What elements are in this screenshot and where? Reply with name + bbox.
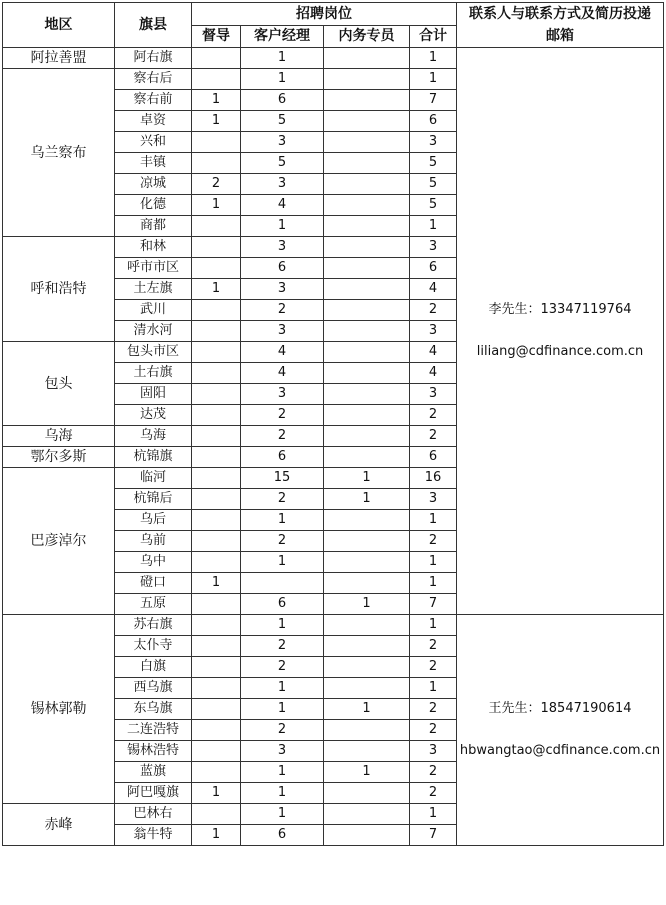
total-cell: 3 (410, 237, 457, 258)
internal-cell (324, 69, 410, 90)
manager-cell: 3 (241, 174, 324, 195)
region-cell: 包头 (3, 342, 115, 426)
county-cell: 卓资 (115, 111, 192, 132)
internal-cell (324, 615, 410, 636)
total-cell: 4 (410, 363, 457, 384)
contact-cell (457, 48, 664, 615)
supervisor-cell: 1 (192, 279, 241, 300)
header-total: 合计 (410, 25, 457, 48)
manager-cell: 3 (241, 132, 324, 153)
county-cell: 丰镇 (115, 153, 192, 174)
table-row (3, 48, 664, 69)
supervisor-cell: 1 (192, 90, 241, 111)
manager-cell: 2 (241, 489, 324, 510)
supervisor-cell (192, 321, 241, 342)
internal-cell (324, 237, 410, 258)
manager-cell: 2 (241, 300, 324, 321)
total-cell: 6 (410, 111, 457, 132)
county-cell: 乌前 (115, 531, 192, 552)
total-cell: 2 (410, 300, 457, 321)
internal-cell (324, 720, 410, 741)
manager-cell: 4 (241, 342, 324, 363)
supervisor-cell (192, 342, 241, 363)
supervisor-cell (192, 258, 241, 279)
supervisor-cell (192, 237, 241, 258)
county-cell: 和林 (115, 237, 192, 258)
county-cell: 清水河 (115, 321, 192, 342)
manager-cell: 6 (241, 90, 324, 111)
supervisor-cell (192, 741, 241, 762)
total-cell: 3 (410, 321, 457, 342)
contact-spacer (457, 320, 663, 342)
county-cell: 化德 (115, 195, 192, 216)
internal-cell (324, 573, 410, 594)
supervisor-cell (192, 594, 241, 615)
county-cell: 兴和 (115, 132, 192, 153)
internal-cell (324, 783, 410, 804)
total-cell: 1 (410, 552, 457, 573)
manager-cell: 4 (241, 195, 324, 216)
manager-cell: 2 (241, 720, 324, 741)
supervisor-cell (192, 153, 241, 174)
header-internal-staff: 内务专员 (324, 25, 410, 48)
table-row (3, 615, 664, 636)
manager-cell: 5 (241, 153, 324, 174)
county-cell: 白旗 (115, 657, 192, 678)
total-cell: 2 (410, 762, 457, 783)
total-cell: 5 (410, 174, 457, 195)
manager-cell: 5 (241, 111, 324, 132)
internal-cell (324, 636, 410, 657)
county-cell: 阿右旗 (115, 48, 192, 69)
header-positions: 招聘岗位 (192, 3, 457, 26)
internal-cell (324, 48, 410, 69)
total-cell: 5 (410, 153, 457, 174)
internal-cell: 1 (324, 699, 410, 720)
contact-email[interactable]: hbwangtao@cdfinance.com.cn (459, 743, 661, 758)
supervisor-cell (192, 510, 241, 531)
supervisor-cell (192, 489, 241, 510)
supervisor-cell (192, 615, 241, 636)
total-cell: 6 (410, 258, 457, 279)
region-cell: 乌海 (3, 426, 115, 447)
internal-cell (324, 552, 410, 573)
total-cell: 2 (410, 783, 457, 804)
county-cell: 蓝旗 (115, 762, 192, 783)
supervisor-cell (192, 804, 241, 825)
county-cell: 临河 (115, 468, 192, 489)
total-cell: 7 (410, 90, 457, 111)
county-cell: 五原 (115, 594, 192, 615)
internal-cell (324, 531, 410, 552)
internal-cell: 1 (324, 489, 410, 510)
county-cell: 磴口 (115, 573, 192, 594)
manager-cell: 2 (241, 531, 324, 552)
total-cell: 1 (410, 510, 457, 531)
total-cell: 3 (410, 489, 457, 510)
manager-cell: 1 (241, 762, 324, 783)
county-cell: 包头市区 (115, 342, 192, 363)
header-contact: 联系人与联系方式及简历投递邮箱 (457, 3, 664, 48)
internal-cell (324, 258, 410, 279)
supervisor-cell: 1 (192, 573, 241, 594)
supervisor-cell (192, 762, 241, 783)
total-cell: 1 (410, 69, 457, 90)
supervisor-cell (192, 636, 241, 657)
total-cell: 4 (410, 279, 457, 300)
total-cell: 1 (410, 216, 457, 237)
supervisor-cell: 2 (192, 174, 241, 195)
supervisor-cell (192, 468, 241, 489)
total-cell: 6 (410, 447, 457, 468)
region-cell: 锡林郭勒 (3, 615, 115, 804)
manager-cell: 1 (241, 216, 324, 237)
supervisor-cell: 1 (192, 195, 241, 216)
supervisor-cell (192, 363, 241, 384)
contact-name: 王先生：18547190614 (488, 701, 632, 716)
manager-cell: 1 (241, 48, 324, 69)
total-cell: 2 (410, 657, 457, 678)
internal-cell (324, 363, 410, 384)
manager-cell: 6 (241, 447, 324, 468)
contact-spacer (457, 719, 663, 741)
county-cell: 巴林右 (115, 804, 192, 825)
total-cell: 4 (410, 342, 457, 363)
supervisor-cell (192, 678, 241, 699)
manager-cell: 2 (241, 636, 324, 657)
manager-cell (241, 573, 324, 594)
manager-cell: 1 (241, 804, 324, 825)
internal-cell (324, 657, 410, 678)
supervisor-cell (192, 447, 241, 468)
internal-cell (324, 804, 410, 825)
total-cell: 2 (410, 699, 457, 720)
region-cell: 巴彦淖尔 (3, 468, 115, 615)
county-cell: 土左旗 (115, 279, 192, 300)
county-cell: 翁牛特 (115, 825, 192, 846)
supervisor-cell (192, 384, 241, 405)
manager-cell: 3 (241, 321, 324, 342)
internal-cell (324, 195, 410, 216)
internal-cell (324, 678, 410, 699)
supervisor-cell (192, 216, 241, 237)
manager-cell: 1 (241, 678, 324, 699)
total-cell: 2 (410, 426, 457, 447)
supervisor-cell (192, 531, 241, 552)
county-cell: 阿巴嘎旗 (115, 783, 192, 804)
manager-cell: 1 (241, 783, 324, 804)
internal-cell: 1 (324, 594, 410, 615)
county-cell: 太仆寺 (115, 636, 192, 657)
supervisor-cell (192, 300, 241, 321)
county-cell: 土右旗 (115, 363, 192, 384)
internal-cell (324, 153, 410, 174)
supervisor-cell (192, 657, 241, 678)
total-cell: 16 (410, 468, 457, 489)
supervisor-cell (192, 720, 241, 741)
internal-cell (324, 384, 410, 405)
total-cell: 3 (410, 741, 457, 762)
total-cell: 1 (410, 573, 457, 594)
region-cell: 鄂尔多斯 (3, 447, 115, 468)
internal-cell (324, 279, 410, 300)
internal-cell (324, 174, 410, 195)
county-cell: 苏右旗 (115, 615, 192, 636)
total-cell: 7 (410, 594, 457, 615)
county-cell: 商都 (115, 216, 192, 237)
total-cell: 2 (410, 720, 457, 741)
internal-cell (324, 447, 410, 468)
county-cell: 乌中 (115, 552, 192, 573)
internal-cell (324, 216, 410, 237)
internal-cell (324, 90, 410, 111)
total-cell: 1 (410, 804, 457, 825)
internal-cell (324, 132, 410, 153)
manager-cell: 6 (241, 258, 324, 279)
supervisor-cell (192, 69, 241, 90)
internal-cell: 1 (324, 762, 410, 783)
manager-cell: 4 (241, 363, 324, 384)
county-cell: 凉城 (115, 174, 192, 195)
manager-cell: 1 (241, 699, 324, 720)
county-cell: 乌后 (115, 510, 192, 531)
manager-cell: 1 (241, 552, 324, 573)
internal-cell (324, 342, 410, 363)
supervisor-cell (192, 426, 241, 447)
total-cell: 7 (410, 825, 457, 846)
county-cell: 西乌旗 (115, 678, 192, 699)
total-cell: 1 (410, 678, 457, 699)
county-cell: 察右后 (115, 69, 192, 90)
manager-cell: 2 (241, 426, 324, 447)
internal-cell (324, 300, 410, 321)
manager-cell: 3 (241, 384, 324, 405)
internal-cell (324, 321, 410, 342)
region-cell: 赤峰 (3, 804, 115, 846)
internal-cell (324, 741, 410, 762)
county-cell: 达茂 (115, 405, 192, 426)
total-cell: 2 (410, 636, 457, 657)
contact-name: 李先生：13347119764 (488, 302, 632, 317)
internal-cell (324, 510, 410, 531)
total-cell: 5 (410, 195, 457, 216)
contact-email[interactable]: liliang@cdfinance.com.cn (476, 344, 644, 359)
manager-cell: 1 (241, 69, 324, 90)
total-cell: 3 (410, 132, 457, 153)
region-cell: 呼和浩特 (3, 237, 115, 342)
supervisor-cell: 1 (192, 825, 241, 846)
supervisor-cell (192, 699, 241, 720)
internal-cell: 1 (324, 468, 410, 489)
county-cell: 二连浩特 (115, 720, 192, 741)
supervisor-cell: 1 (192, 111, 241, 132)
supervisor-cell (192, 48, 241, 69)
county-cell: 杭锦旗 (115, 447, 192, 468)
total-cell: 1 (410, 48, 457, 69)
manager-cell: 1 (241, 510, 324, 531)
manager-cell: 3 (241, 741, 324, 762)
supervisor-cell (192, 552, 241, 573)
header-region: 地区 (3, 3, 115, 48)
contact-cell (457, 615, 664, 846)
internal-cell (324, 825, 410, 846)
total-cell: 2 (410, 405, 457, 426)
manager-cell: 6 (241, 825, 324, 846)
county-cell: 东乌旗 (115, 699, 192, 720)
county-cell: 固阳 (115, 384, 192, 405)
internal-cell (324, 111, 410, 132)
internal-cell (324, 426, 410, 447)
manager-cell: 1 (241, 615, 324, 636)
header-supervisor: 督导 (192, 25, 241, 48)
manager-cell: 3 (241, 279, 324, 300)
header-account-manager: 客户经理 (241, 25, 324, 48)
supervisor-cell: 1 (192, 783, 241, 804)
county-cell: 杭锦后 (115, 489, 192, 510)
total-cell: 3 (410, 384, 457, 405)
manager-cell: 2 (241, 657, 324, 678)
county-cell: 呼市市区 (115, 258, 192, 279)
region-cell: 乌兰察布 (3, 69, 115, 237)
table-body (3, 48, 664, 846)
county-cell: 察右前 (115, 90, 192, 111)
county-cell: 乌海 (115, 426, 192, 447)
total-cell: 2 (410, 531, 457, 552)
county-cell: 锡林浩特 (115, 741, 192, 762)
manager-cell: 3 (241, 237, 324, 258)
manager-cell: 6 (241, 594, 324, 615)
supervisor-cell (192, 405, 241, 426)
manager-cell: 15 (241, 468, 324, 489)
header-county: 旗县 (115, 3, 192, 48)
internal-cell (324, 405, 410, 426)
manager-cell: 2 (241, 405, 324, 426)
supervisor-cell (192, 132, 241, 153)
recruitment-table (2, 2, 664, 846)
total-cell: 1 (410, 615, 457, 636)
region-cell: 阿拉善盟 (3, 48, 115, 69)
county-cell: 武川 (115, 300, 192, 321)
